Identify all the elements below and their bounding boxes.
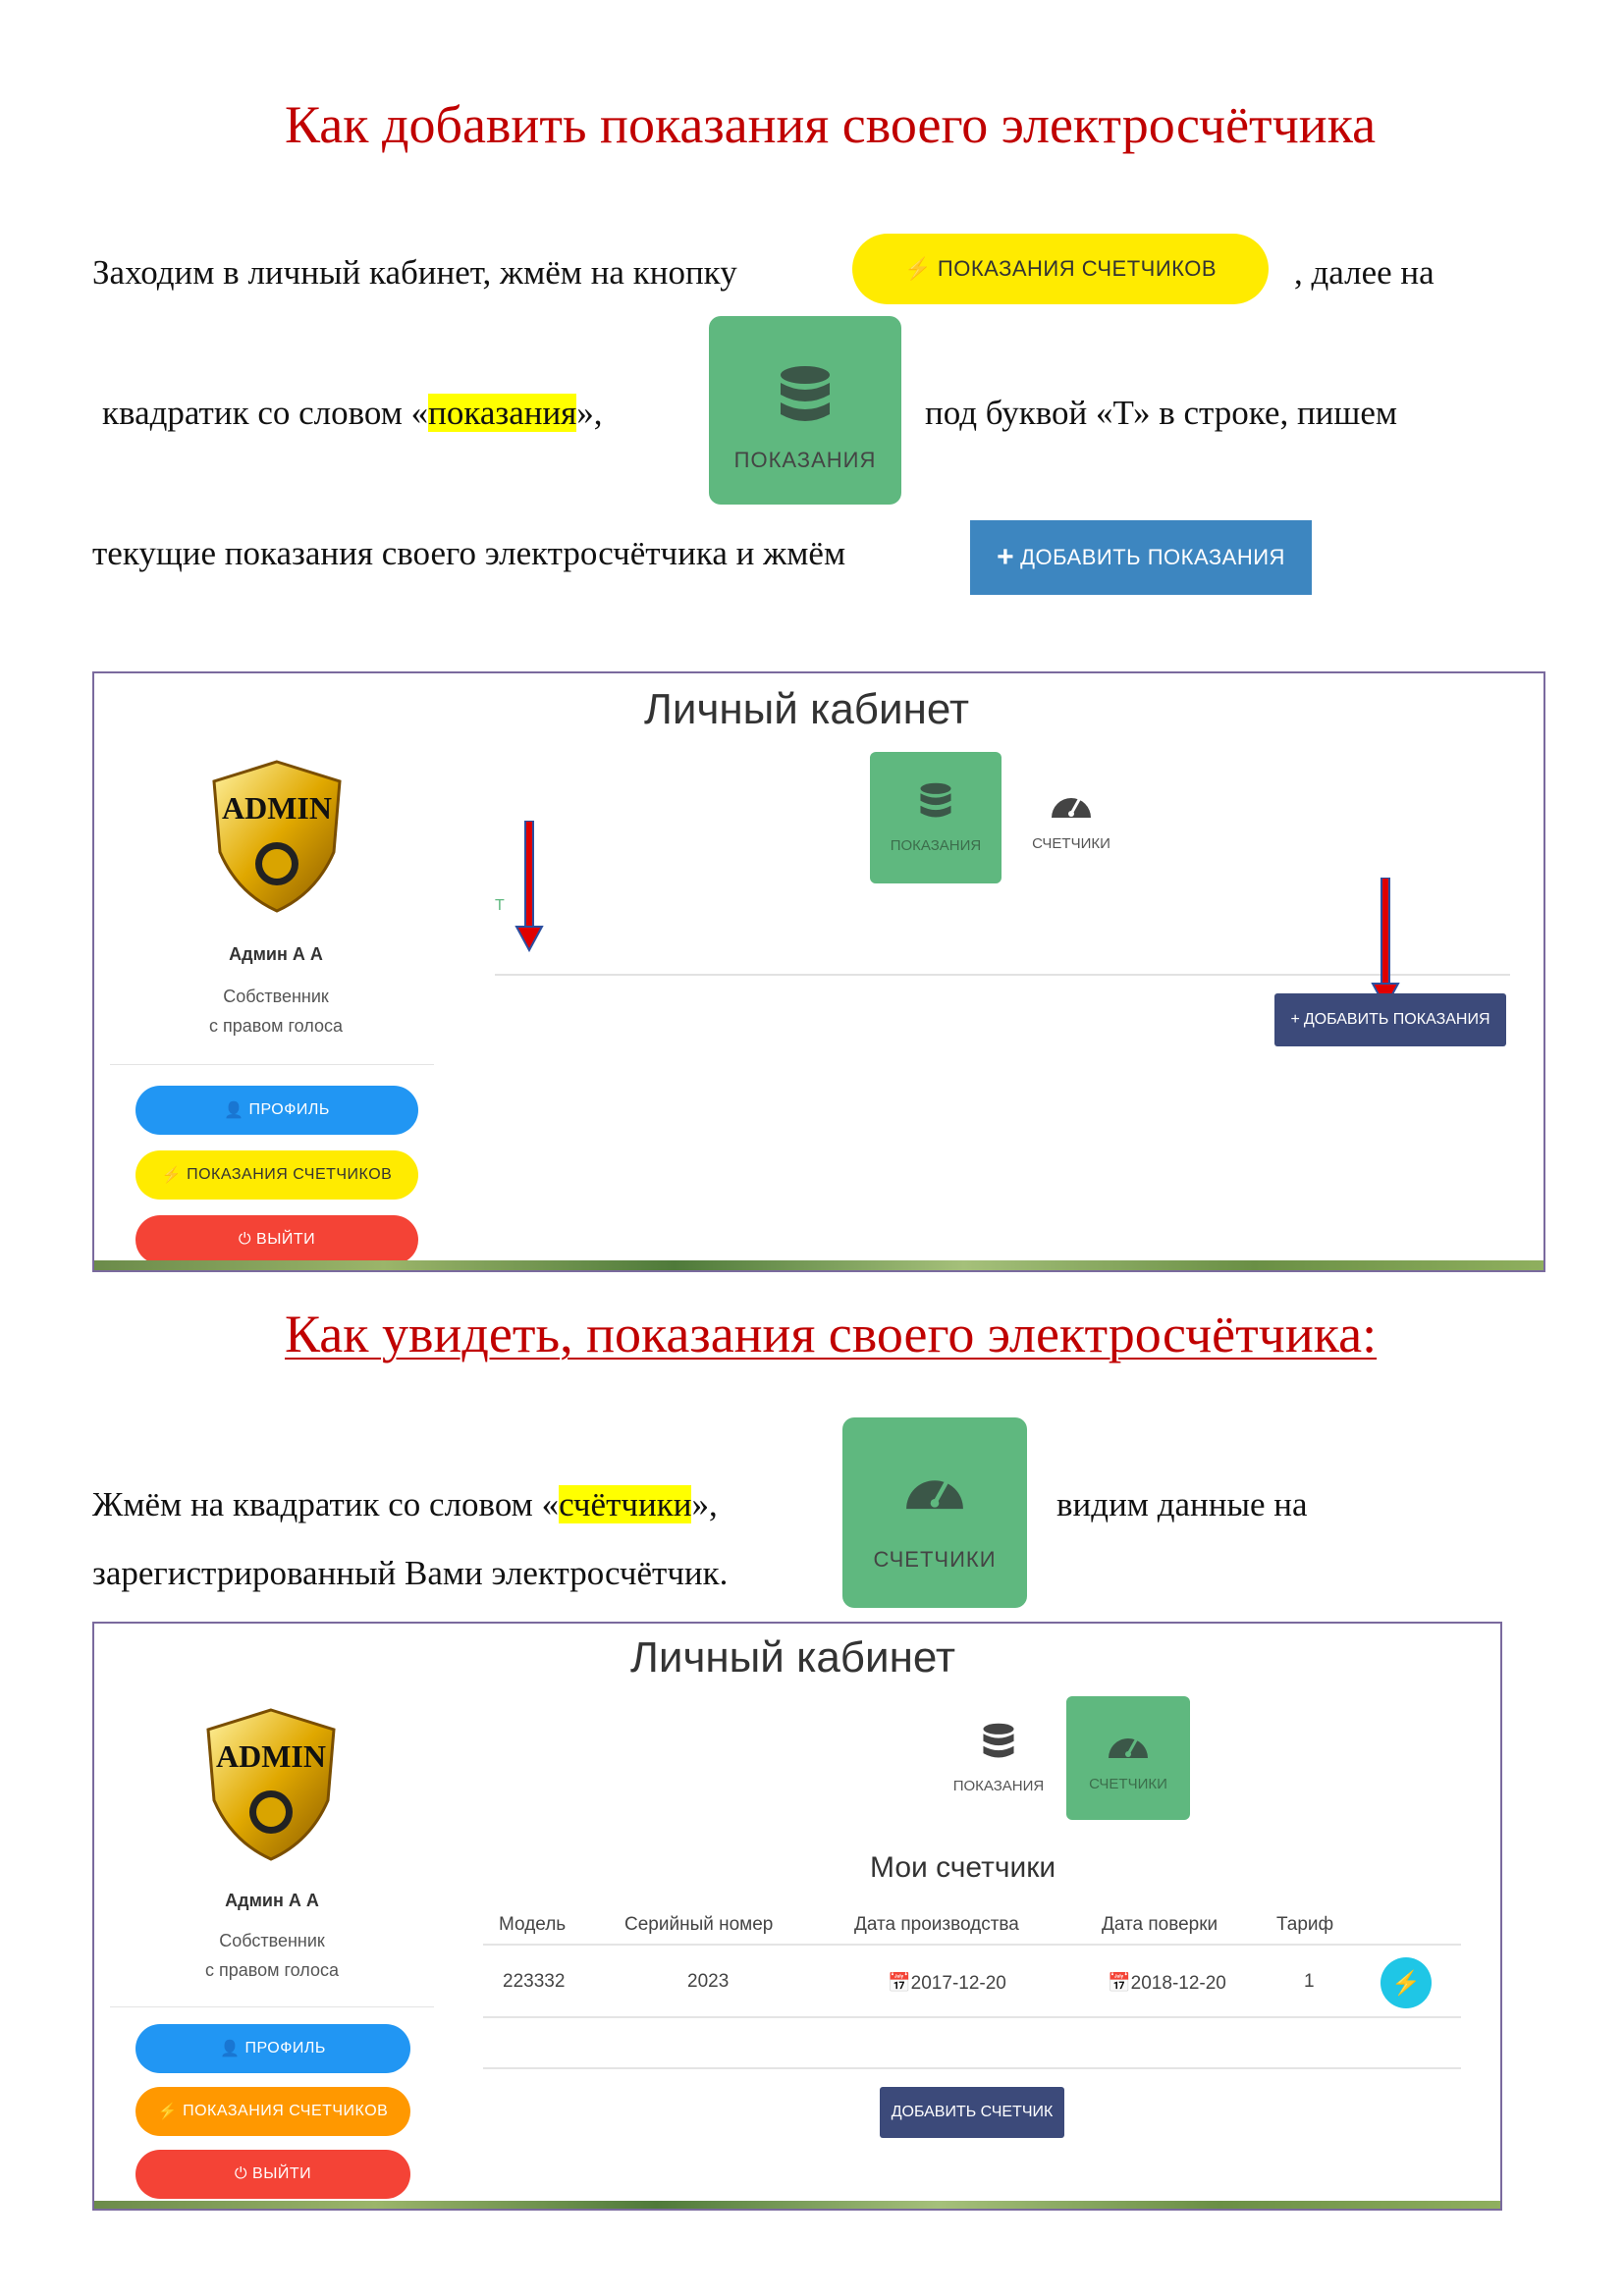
user-icon: 👤	[224, 1102, 244, 1119]
database-icon	[981, 1723, 1016, 1762]
user-name: Админ А А	[225, 1891, 319, 1910]
instruction2-line2: зарегистрированный Вами электросчётчик.	[92, 1554, 729, 1592]
tab-meters[interactable]: СЧЕТЧИКИ	[1066, 1696, 1190, 1820]
plus-icon: +	[997, 541, 1015, 573]
meters-tile-label: СЧЕТЧИКИ	[873, 1547, 997, 1572]
column-header: Модель	[499, 1914, 567, 1935]
table-header-divider	[483, 1944, 1461, 1946]
instruction2-line1: Жмём на квадратик со словом «счётчики»,	[92, 1485, 718, 1523]
background-strip	[94, 1260, 1543, 1270]
column-header: Дата поверки	[1102, 1914, 1218, 1935]
add-meter-button[interactable]: ДОБАВИТЬ СЧЕТЧИК	[880, 2087, 1064, 2138]
cabinet-screenshot-1	[92, 671, 1545, 1272]
meters-readings-button-sample[interactable]: ⚡ ПОКАЗАНИЯ СЧЕТЧИКОВ	[852, 234, 1269, 304]
sidebar-divider	[110, 2006, 434, 2007]
section2-title: Как увидеть, показания своего электросчётчика:	[285, 1305, 1378, 1363]
database-icon	[777, 365, 834, 428]
profile-button[interactable]: 👤 ПРОФИЛЬ	[135, 1086, 418, 1135]
logout-button[interactable]: ⏻ ВЫЙТИ	[135, 1215, 418, 1264]
tab-readings[interactable]: ПОКАЗАНИЯ	[870, 752, 1001, 883]
database-icon	[918, 782, 953, 822]
instruction-line3: текущие показания своего электросчётчика и жмём	[92, 534, 846, 572]
tab-readings[interactable]: ПОКАЗАНИЯ	[937, 1696, 1060, 1820]
svg-text:ADMIN: ADMIN	[222, 790, 332, 826]
svg-text:ADMIN: ADMIN	[216, 1738, 326, 1774]
add-readings-button[interactable]: + ДОБАВИТЬ ПОКАЗАНИЯ	[1274, 993, 1506, 1046]
cell-tariff: 1	[1304, 1971, 1315, 1992]
instruction2-line1-right: видим данные на	[1056, 1485, 1308, 1523]
admin-shield-logo	[208, 758, 346, 915]
user-name: Админ А А	[229, 944, 323, 964]
sidebar-divider	[110, 1064, 434, 1065]
add-readings-button-sample[interactable]: + ДОБАВИТЬ ПОКАЗАНИЯ	[970, 520, 1312, 595]
cell-model: 223332	[503, 1971, 566, 1992]
cabinet-title: Личный кабинет	[644, 685, 970, 733]
gauge-icon	[903, 1461, 966, 1512]
plus-icon: +	[1290, 1011, 1300, 1028]
background-strip	[94, 2201, 1500, 2209]
admin-shield-logo	[202, 1706, 340, 1863]
calendar-icon: 📅	[1108, 1973, 1131, 1994]
instruction-line2: квадратик со словом «показания»,	[102, 394, 603, 432]
lightning-icon: ⚡	[157, 2104, 179, 2120]
cell-verified: 📅2018-12-20	[1108, 1973, 1226, 1994]
meter-readings-button[interactable]: ⚡ ПОКАЗАНИЯ СЧЕТЧИКОВ	[135, 2087, 410, 2136]
lightning-icon: ⚡	[161, 1167, 183, 1184]
arrow-down-icon	[1371, 878, 1400, 1009]
lightning-icon: ⚡	[904, 256, 932, 281]
column-header: Дата производства	[854, 1914, 1019, 1935]
user-role: Собственник с правом голоса	[204, 1931, 340, 1980]
arrow-down-icon	[514, 821, 544, 952]
table-footer-divider	[483, 2067, 1461, 2069]
calendar-icon: 📅	[888, 1973, 911, 1994]
readings-tile-label: ПОКАЗАНИЯ	[733, 448, 877, 472]
readings-row-divider	[495, 974, 1510, 976]
meter-readings-button[interactable]: ⚡ ПОКАЗАНИЯ СЧЕТЧИКОВ	[135, 1150, 418, 1200]
instruction-line1: Заходим в личный кабинет, жмём на кнопку	[92, 253, 737, 292]
readings-tile-sample[interactable]	[709, 316, 901, 505]
column-header: Серийный номер	[624, 1914, 774, 1935]
gauge-icon	[1050, 784, 1093, 820]
logout-button[interactable]: ⏻ ВЫЙТИ	[135, 2150, 410, 2199]
section1-title: Как добавить показания своего электросчётчика	[285, 95, 1377, 154]
instruction-line2-right: под буквой «Т» в строке, пишем	[925, 394, 1398, 432]
highlight-readings: показания	[428, 394, 577, 432]
highlight-meters: счётчики	[559, 1485, 692, 1523]
tab-meters[interactable]: СЧЕТЧИКИ	[1005, 752, 1137, 883]
column-header: Тариф	[1276, 1914, 1334, 1935]
user-icon: 👤	[220, 2041, 241, 2057]
cell-manufactured: 📅2017-12-20	[888, 1973, 1006, 1994]
power-icon: ⏻	[238, 1231, 252, 1248]
column-t-label: Т	[495, 897, 505, 914]
power-icon: ⏻	[234, 2165, 248, 2182]
cabinet-screenshot-2	[92, 1622, 1502, 2211]
instruction-line1-end: , далее на	[1294, 253, 1435, 292]
lightning-icon-button[interactable]: ⚡	[1380, 1957, 1432, 2008]
meters-tile-sample[interactable]	[842, 1417, 1027, 1608]
gauge-icon	[1107, 1725, 1150, 1760]
cabinet-title: Личный кабинет	[630, 1633, 956, 1682]
table-row-divider	[483, 2016, 1461, 2018]
my-meters-title: Мои счетчики	[870, 1851, 1056, 1884]
profile-button[interactable]: 👤 ПРОФИЛЬ	[135, 2024, 410, 2073]
user-role: Собственник с правом голоса	[208, 987, 344, 1036]
cell-serial: 2023	[687, 1971, 730, 1992]
